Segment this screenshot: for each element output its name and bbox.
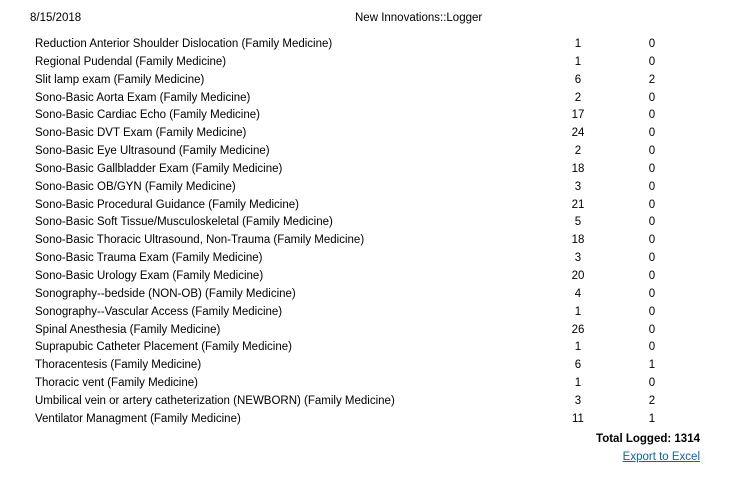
table-row bbox=[0, 322, 737, 340]
table-row bbox=[0, 143, 737, 161]
logged-count: 3 bbox=[574, 180, 582, 193]
procedure-name: Sono-Basic Urology Exam (Family Medicine) bbox=[35, 269, 264, 282]
logged-count: 6 bbox=[574, 359, 582, 372]
table-row bbox=[0, 268, 737, 286]
table-row bbox=[0, 304, 737, 322]
secondary-count: 0 bbox=[648, 127, 656, 140]
procedure-name: Thoracentesis (Family Medicine) bbox=[35, 359, 202, 372]
secondary-count: 0 bbox=[648, 162, 656, 175]
secondary-count: 0 bbox=[648, 180, 656, 193]
procedure-name: Regional Pudendal (Family Medicine) bbox=[35, 55, 227, 68]
total-logged bbox=[596, 431, 700, 447]
logged-count: 1 bbox=[574, 38, 582, 50]
procedure-name: Sono-Basic Trauma Exam (Family Medicine) bbox=[35, 252, 263, 265]
procedure-name: Sono-Basic Cardiac Echo (Family Medicine) bbox=[35, 109, 260, 122]
table-row bbox=[0, 232, 737, 250]
logged-count: 4 bbox=[574, 287, 582, 300]
logged-count: 1 bbox=[574, 55, 582, 68]
report-header bbox=[0, 10, 737, 26]
procedure-name: Ventilator Managment (Family Medicine) bbox=[35, 412, 241, 425]
secondary-count: 0 bbox=[648, 234, 656, 247]
secondary-count: 2 bbox=[648, 394, 656, 407]
secondary-count: 1 bbox=[648, 412, 656, 425]
table-row bbox=[0, 357, 737, 375]
logged-count: 17 bbox=[571, 109, 585, 122]
logged-count: 2 bbox=[574, 91, 582, 104]
procedure-name: Sono-Basic DVT Exam (Family Medicine) bbox=[35, 127, 247, 140]
table-row bbox=[0, 411, 737, 429]
table-row bbox=[0, 197, 737, 215]
table-row bbox=[0, 36, 737, 54]
logged-count: 1 bbox=[574, 305, 582, 318]
table-row bbox=[0, 54, 737, 72]
procedure-name: Slit lamp exam (Family Medicine) bbox=[35, 73, 205, 86]
procedure-name: Thoracic vent (Family Medicine) bbox=[35, 377, 198, 390]
secondary-count: 0 bbox=[648, 145, 656, 158]
procedure-name: Sono-Basic Aorta Exam (Family Medicine) bbox=[35, 91, 251, 104]
procedure-name: Sono-Basic Thoracic Ultrasound, Non-Trauma (Family Medicine) bbox=[35, 234, 365, 247]
secondary-count: 0 bbox=[648, 269, 656, 282]
logged-count: 5 bbox=[574, 216, 582, 229]
table-row bbox=[0, 90, 737, 108]
logged-count: 11 bbox=[572, 412, 584, 425]
procedure-name: Spinal Anesthesia (Family Medicine) bbox=[35, 323, 221, 336]
table-row bbox=[0, 125, 737, 143]
procedure-name: Sonography--bedside (NON-OB) (Family Medicine) bbox=[35, 287, 296, 300]
report-date: 8/15/2018 bbox=[30, 12, 82, 24]
export-to-excel-link[interactable]: Export to Excel bbox=[622, 451, 700, 463]
procedure-table bbox=[0, 36, 737, 429]
table-row bbox=[0, 393, 737, 411]
secondary-count: 0 bbox=[648, 198, 656, 211]
secondary-count: 0 bbox=[648, 305, 656, 318]
secondary-count: 0 bbox=[648, 216, 656, 229]
procedure-name: Suprapubic Catheter Placement (Family Medicine) bbox=[35, 341, 292, 354]
secondary-count: 0 bbox=[648, 55, 656, 68]
table-row bbox=[0, 339, 737, 357]
logged-count: 3 bbox=[574, 252, 582, 265]
secondary-count: 0 bbox=[648, 252, 656, 265]
secondary-count: 0 bbox=[648, 287, 656, 300]
secondary-count: 0 bbox=[648, 109, 656, 122]
total-logged-value: 1314 bbox=[674, 433, 700, 445]
procedure-name: Sono-Basic Procedural Guidance (Family Medicine) bbox=[35, 198, 299, 211]
total-logged-label: Total Logged: bbox=[596, 433, 672, 445]
logged-count: 20 bbox=[571, 269, 585, 282]
secondary-count: 0 bbox=[648, 38, 656, 50]
procedure-name: Sono-Basic Eye Ultrasound (Family Medicine) bbox=[35, 145, 270, 158]
secondary-count: 2 bbox=[648, 73, 656, 86]
logged-count: 2 bbox=[574, 145, 582, 158]
secondary-count: 1 bbox=[648, 359, 656, 372]
table-row bbox=[0, 72, 737, 90]
secondary-count: 0 bbox=[648, 323, 656, 336]
table-row bbox=[0, 107, 737, 125]
procedure-name: Sono-Basic Soft Tissue/Musculoskeletal (Family Medicine) bbox=[35, 216, 333, 229]
logged-count: 24 bbox=[571, 127, 585, 140]
secondary-count: 0 bbox=[648, 341, 656, 354]
table-row bbox=[0, 214, 737, 232]
secondary-count: 0 bbox=[648, 377, 656, 390]
procedure-name: Reduction Anterior Shoulder Dislocation (Family Medicine) bbox=[35, 38, 333, 50]
logged-count: 18 bbox=[571, 162, 585, 175]
logged-count: 18 bbox=[571, 234, 585, 247]
procedure-name: Sonography--Vascular Access (Family Medicine) bbox=[35, 305, 283, 318]
table-row bbox=[0, 250, 737, 268]
table-row bbox=[0, 286, 737, 304]
secondary-count: 0 bbox=[648, 91, 656, 104]
logged-count: 3 bbox=[574, 394, 582, 407]
logged-count: 6 bbox=[574, 73, 582, 86]
logged-count: 21 bbox=[571, 198, 585, 211]
procedure-name: Umbilical vein or artery catheterization (NEWBORN) (Family Medicine) bbox=[35, 394, 395, 407]
procedure-name: Sono-Basic OB/GYN (Family Medicine) bbox=[35, 180, 236, 193]
logged-count: 1 bbox=[574, 377, 582, 390]
procedure-name: Sono-Basic Gallbladder Exam (Family Medicine) bbox=[35, 162, 283, 175]
logged-count: 26 bbox=[571, 323, 585, 336]
report-title: New Innovations::Logger bbox=[355, 12, 483, 24]
table-row bbox=[0, 161, 737, 179]
logged-count: 1 bbox=[574, 341, 582, 354]
table-row bbox=[0, 179, 737, 197]
table-row bbox=[0, 375, 737, 393]
